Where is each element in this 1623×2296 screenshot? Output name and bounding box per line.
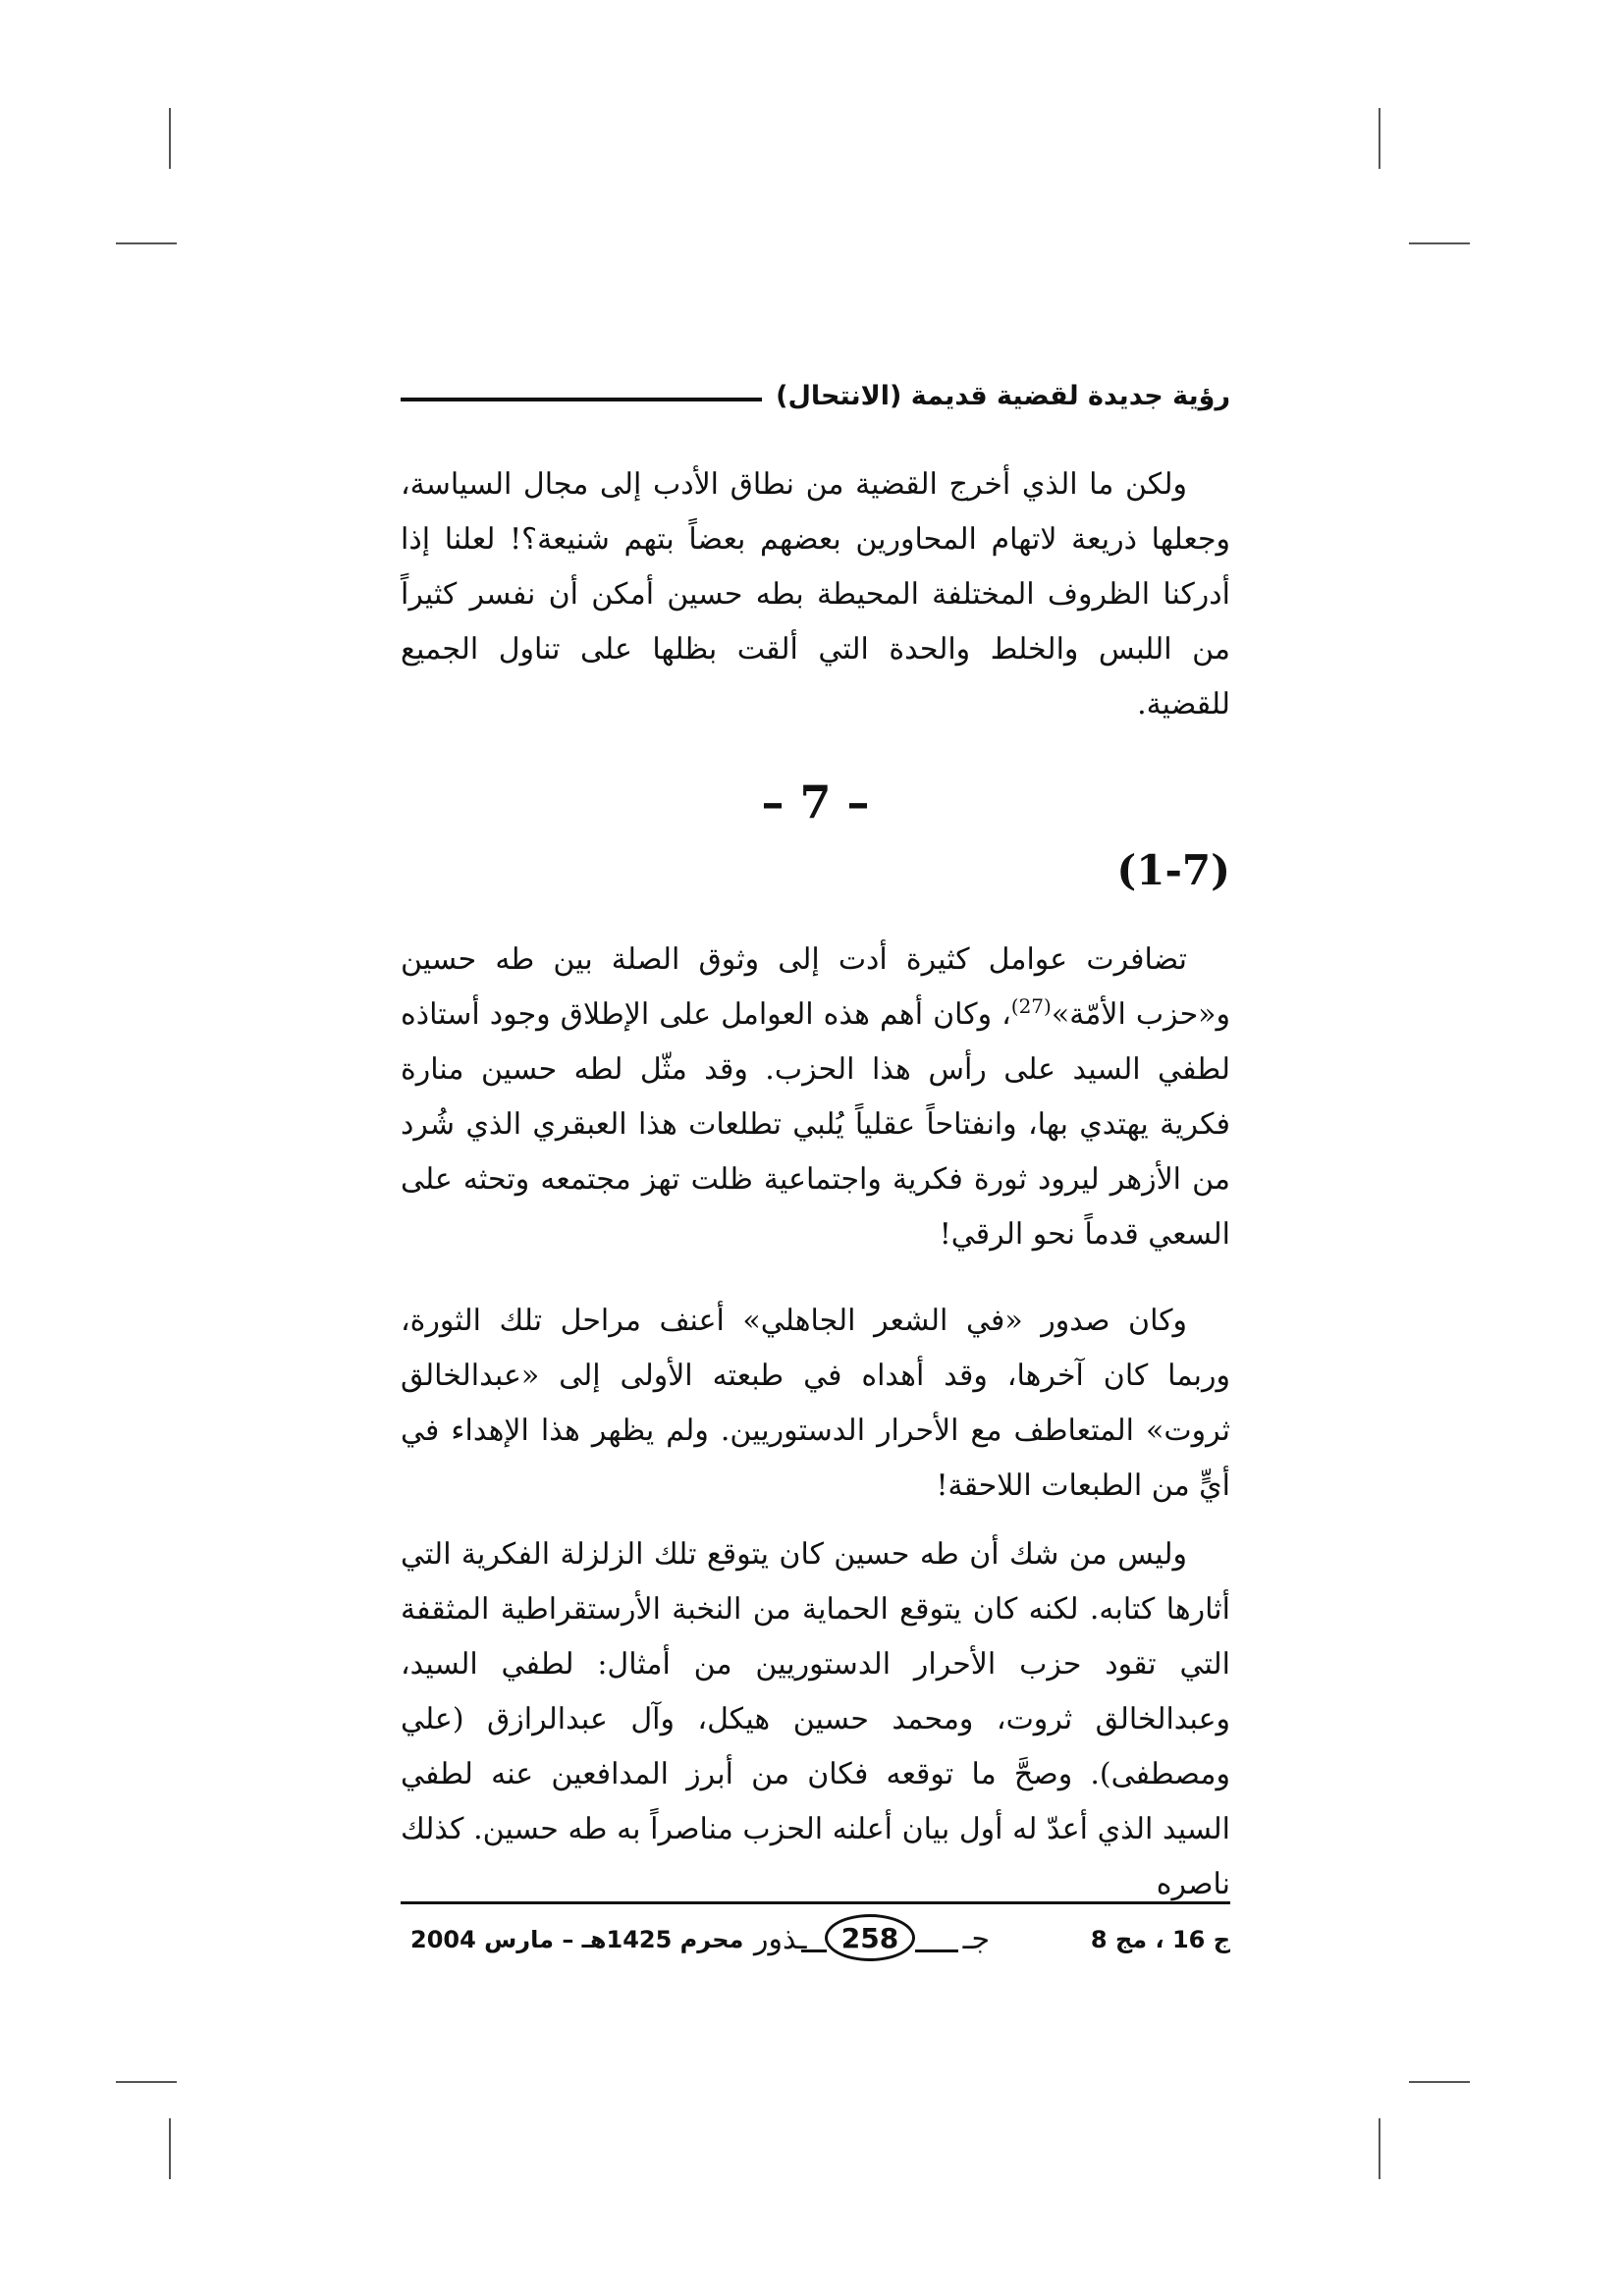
crop-mark: [169, 2118, 171, 2179]
page-number: 258: [825, 1914, 915, 1961]
paragraph-2: [401, 933, 1230, 1262]
crop-mark: [169, 108, 171, 169]
paragraph-text: ولكن ما الذي أخرج القضية من نطاق الأدب إلى مجال السياسة، وجعلها ذريعة لاتهام المحاورين بعضهم بعضاً بتهم شنيعة؟! لعلنا إذا أدركنا الظروف المختلفة المحيطة بطه حسين أمكن أن نفسر كثيراً من اللبس والخلط والحدة التي ألقت بظلها على تناول الجميع للقضية.: [401, 467, 1230, 721]
paragraph-text: [401, 933, 1230, 1262]
paragraph-4: [401, 1527, 1230, 1912]
page-footer: [401, 1912, 1230, 1971]
crop-mark: [1409, 2081, 1470, 2083]
footnote-reference[interactable]: (27): [1010, 994, 1052, 1018]
journal-logo: [754, 1912, 990, 1967]
footer-rule: [401, 1901, 1230, 1904]
section-number: – 7 –: [761, 775, 870, 828]
running-title: رؤية جديدة لقضية قديمة (الانتحال): [776, 380, 1230, 411]
paragraph-text-part: تضافرت عوامل كثيرة أدت إلى وثوق الصلة بين طه حسين و«حزب الأمّة»: [401, 942, 1231, 1032]
crop-mark: [116, 2081, 177, 2083]
journal-name-part: جـ: [962, 1922, 990, 1956]
paragraph-1: [401, 457, 1230, 732]
issue-date: محرم 1425هـ – مارس 2004: [410, 1926, 744, 1953]
subsection-number: (1-7): [1116, 846, 1230, 894]
crop-mark: [1379, 2118, 1380, 2179]
crop-mark: [116, 242, 177, 244]
running-header: [401, 371, 1230, 420]
paragraph-text: وليس من شك أن طه حسين كان يتوقع تلك الزلزلة الفكرية التي أثارها كتابه. لكنه كان يتوقع الحماية من النخبة الأرستقراطية المثقفة التي تقود حزب الأحرار الدستوريين من أمثال: لطفي السيد، وعبدالخالق ثروت، ومحمد حسين هيكل، وآل عبدالرازق (علي ومصطفى). وصحَّ ما توقعه فكان من أبرز المدافعين عنه لطفي السيد الذي أعدّ له أول بيان أعلنه الحزب مناصراً به طه حسين. كذلك ناصره: [401, 1537, 1230, 1901]
journal-line: [801, 1949, 827, 1952]
crop-mark: [1409, 242, 1470, 244]
paragraph-3: [401, 1294, 1230, 1514]
issue-number: ج 16 ، مج 8: [1090, 1926, 1230, 1953]
journal-name-part: ـذور: [754, 1922, 807, 1956]
paragraph-text-part: ، وكان أهم هذه العوامل على الإطلاق وجود أستاذه لطفي السيد على رأس هذا الحزب. وقد مثّل لطه حسين منارة فكرية يهتدي بها، وانفتاحاً عقلياً يُلبي تطلعات هذا العبقري الذي شُرد من الأزهر ليرود ثورة فكرية واجتماعية ظلت تهز مجتمعه وتحثه على السعي قدماً نحو الرقي!: [401, 997, 1230, 1252]
journal-line: [915, 1949, 958, 1952]
paragraph-text: وكان صدور «في الشعر الجاهلي» أعنف مراحل تلك الثورة، وربما كان آخرها، وقد أهداه في طبعته الأولى إلى «عبدالخالق ثروت» المتعاطف مع الأحرار الدستوريين. ولم يظهر هذا الإهداء في أيٍّ من الطبعات اللاحقة!: [401, 1304, 1230, 1503]
header-rule: [401, 398, 762, 401]
crop-mark: [1379, 108, 1380, 169]
